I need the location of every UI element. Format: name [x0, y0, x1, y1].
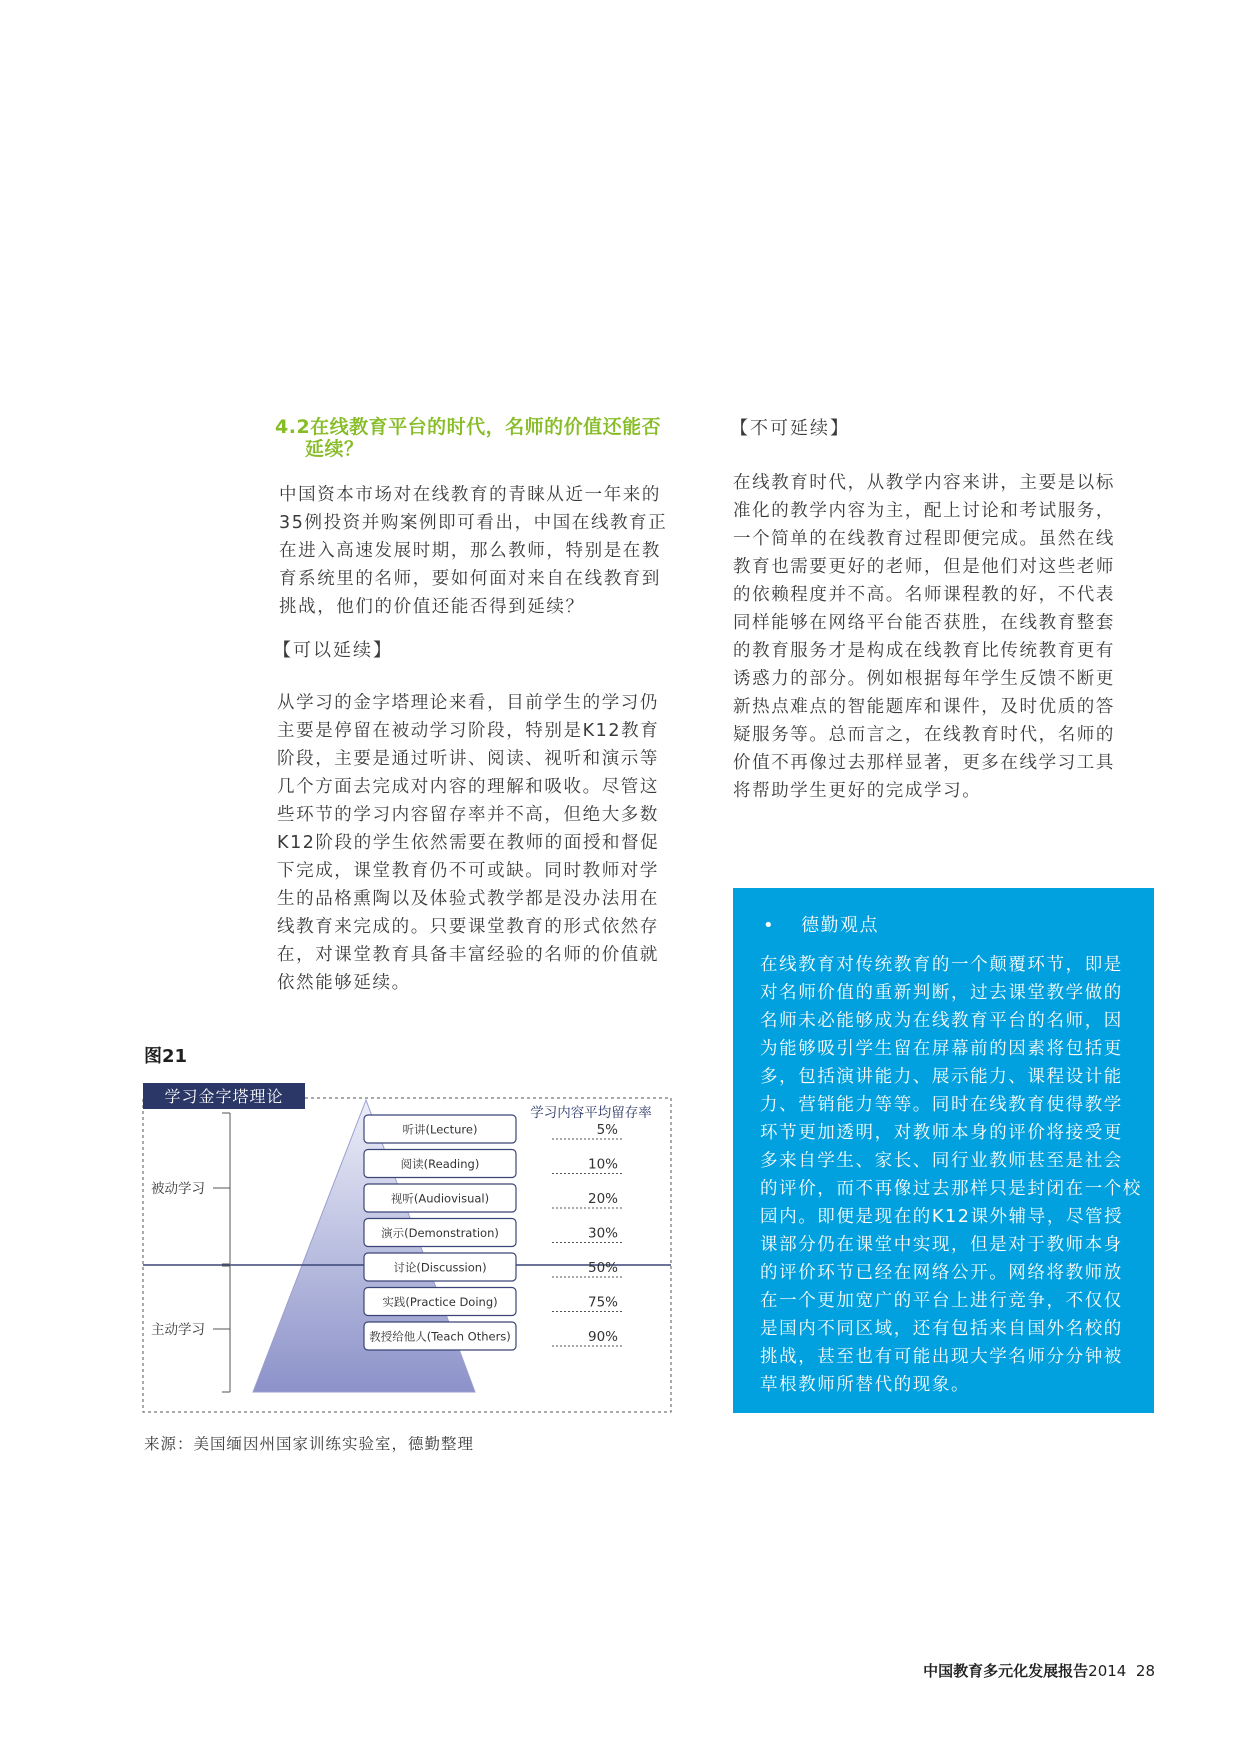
discontinue-line: 的教育服务才是构成在线教育比传统教育更有 — [733, 641, 1115, 661]
passive-brace — [213, 1113, 230, 1264]
pyramid-item-label: 演示(Demonstration) — [381, 1226, 499, 1240]
section-heading-line1: 4.2在线教育平台的时代，名师的价值还能否 — [275, 416, 662, 438]
deloitte-view-title-text: 德勤观点 — [801, 915, 879, 936]
deloitte-view-line: 在线教育对传统教育的一个颠覆环节，即是 — [760, 955, 1123, 975]
pyramid-item-label: 实践(Practice Doing) — [382, 1295, 498, 1309]
deloitte-view-line: 为能够吸引学生留在屏幕前的因素将包括更 — [760, 1039, 1123, 1059]
discontinue-line: 将帮助学生更好的完成学习。 — [733, 781, 982, 801]
page-footer — [923, 1660, 1155, 1681]
pyramid-item-label: 讨论(Discussion) — [393, 1260, 487, 1275]
deloitte-view-line: 课部分仍在课堂中实现，但是对于教师本身 — [760, 1235, 1123, 1255]
continue-line: 生的品格熏陶以及体验式教学都是没办法用在 — [277, 889, 659, 909]
deloitte-view-line: 草根教师所替代的现象。 — [760, 1375, 971, 1395]
retention-value: 30% — [587, 1225, 618, 1242]
report-title: 中国教育多元化发展报告 — [923, 1662, 1089, 1680]
pyramid-item-label: 教授给他人(Teach Others) — [369, 1329, 511, 1344]
pyramid-item-label: 听讲(Lecture) — [402, 1122, 478, 1137]
intro-line: 中国资本市场对在线教育的青睐从近一年来的 — [279, 485, 661, 505]
deloitte-view-line: 环节更加透明，对教师本身的评价将接受更 — [760, 1123, 1123, 1143]
deloitte-view-line: 挑战，甚至也有可能出现大学名师分分钟被 — [760, 1347, 1123, 1367]
continue-line: 依然能够延续。 — [277, 973, 411, 993]
deloitte-view-line: 园内。即便是现在的K12课外辅导，尽管授 — [760, 1207, 1124, 1227]
retention-value: 75% — [587, 1294, 618, 1311]
discontinue-line: 教育也需要更好的老师，但是他们对这些老师 — [733, 557, 1115, 577]
pyramid-item-label: 视听(Audiovisual) — [390, 1191, 490, 1206]
continue-line: 几个方面去完成对内容的理解和吸收。尽管这 — [277, 777, 659, 797]
active-learning-label: 主动学习 — [151, 1322, 205, 1338]
discontinue-line: 一个简单的在线教育过程即便完成。虽然在线 — [733, 529, 1115, 549]
source-note: 来源：美国缅因州国家训练实验室，德勤整理 — [144, 1435, 475, 1453]
continue-line: 从学习的金字塔理论来看，目前学生的学习仍 — [277, 693, 659, 713]
continue-line: 线教育来完成的。只要课堂教育的形式依然存 — [277, 917, 659, 937]
deloitte-view-line: 的评价，而不再像过去那样只是封闭在一个校 — [760, 1179, 1142, 1199]
active-brace — [213, 1266, 230, 1392]
discontinue-heading: 【不可延续】 — [730, 418, 850, 439]
continue-line: 主要是停留在被动学习阶段，特别是K12教育 — [277, 721, 660, 741]
retention-value: 90% — [587, 1329, 618, 1345]
pyramid-item-label: 阅读(Reading) — [400, 1157, 480, 1171]
discontinue-line: 在线教育时代，从教学内容来讲，主要是以标 — [733, 473, 1115, 493]
figure-label: 图21 — [144, 1046, 188, 1067]
report-year: 2014 — [1088, 1662, 1127, 1680]
retention-header: 学习内容平均留存率 — [530, 1105, 652, 1121]
retention-value: 50% — [587, 1260, 618, 1276]
deloitte-view-line: 多，包括演讲能力、展示能力、课程设计能 — [760, 1067, 1123, 1087]
discontinue-line: 价值不再像过去那样显著，更多在线学习工具 — [733, 753, 1115, 773]
discontinue-line: 同样能够在网络平台能否获胜，在线教育整套 — [733, 613, 1115, 633]
discontinue-line: 新热点难点的智能题库和课件，及时优质的答 — [733, 697, 1115, 717]
section-heading-line2: 延续？ — [305, 438, 364, 460]
deloitte-view-line: 是国内不同区域，还有包括来自国外名校的 — [760, 1319, 1123, 1339]
page-number: 28 — [1135, 1662, 1155, 1680]
continue-heading: 【可以延续】 — [273, 640, 393, 661]
retention-value: 10% — [587, 1156, 618, 1173]
discontinue-line: 疑服务等。总而言之，在线教育时代，名师的 — [733, 725, 1115, 745]
deloitte-view-line: 多来自学生、家长、同行业教师甚至是社会 — [760, 1151, 1123, 1171]
intro-line: 在进入高速发展时期，那么教师，特别是在教 — [279, 541, 661, 561]
deloitte-view-line: 对名师价值的重新判断，过去课堂教学做的 — [760, 983, 1123, 1003]
deloitte-view-line: 的评价环节已经在网络公开。网络将教师放 — [760, 1263, 1123, 1283]
bullet-icon: • — [763, 915, 776, 936]
intro-line: 35例投资并购案例即可看出，中国在线教育正 — [279, 513, 668, 533]
figure-title: 学习金字塔理论 — [164, 1087, 284, 1106]
retention-value: 5% — [596, 1122, 618, 1138]
pyramid-rows — [364, 1115, 622, 1350]
discontinue-line: 诱惑力的部分。例如根据每年学生反馈不断更 — [733, 669, 1115, 689]
deloitte-view-line: 名师未必能够成为在线教育平台的名师，因 — [760, 1011, 1123, 1031]
continue-line: 下完成，课堂教育仍不可或缺。同时教师对学 — [277, 861, 659, 881]
discontinue-line: 准化的教学内容为主，配上讨论和考试服务， — [733, 501, 1115, 521]
discontinue-line: 的依赖程度并不高。名师课程教的好，不代表 — [733, 585, 1115, 605]
continue-line: 阶段，主要是通过听讲、阅读、视听和演示等 — [277, 749, 659, 769]
deloitte-view-line: 力、营销能力等等。同时在线教育使得教学 — [760, 1095, 1123, 1115]
retention-value: 20% — [587, 1191, 618, 1207]
passive-learning-label: 被动学习 — [151, 1181, 205, 1197]
intro-line: 挑战，他们的价值还能否得到延续？ — [279, 597, 585, 617]
deloitte-view-line: 在一个更加宽广的平台上进行竞争，不仅仅 — [760, 1291, 1123, 1311]
continue-line: 些环节的学习内容留存率并不高，但绝大多数 — [277, 805, 659, 825]
intro-line: 育系统里的名师，要如何面对来自在线教育到 — [279, 569, 661, 589]
continue-line: 在，对课堂教育具备丰富经验的名师的价值就 — [277, 945, 659, 965]
continue-line: K12阶段的学生依然需要在教师的面授和督促 — [277, 833, 660, 853]
